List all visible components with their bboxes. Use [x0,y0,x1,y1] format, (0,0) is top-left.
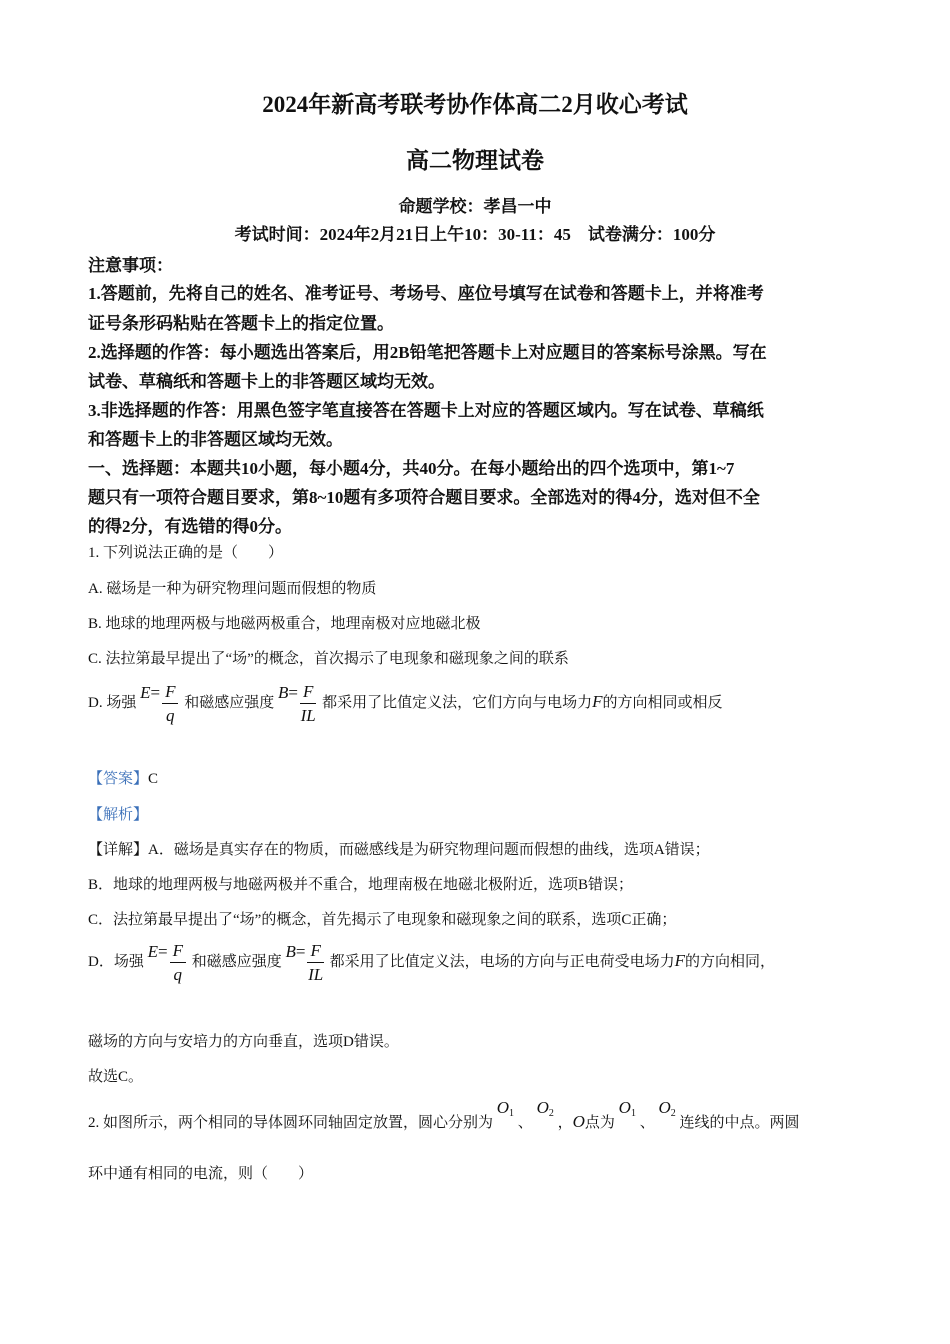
question-1-option-c: C. 法拉第最早提出了“场”的概念，首次揭示了电现象和磁现象之间的联系 [88,651,569,667]
symbol-o2 [537,1098,554,1117]
detail-d-mid: 和磁感应强度 [191,954,282,970]
symbol-e: E [140,683,151,702]
answer-label: 【答案】 [88,771,149,787]
subscript: 1 [630,1108,636,1119]
detail-c: C．法拉第最早提出了“场”的概念，首先揭示了电现象和磁现象之间的联系，选项C正确； [88,912,677,928]
symbol-o: O [658,1098,671,1117]
equals-sign: = [295,942,306,961]
section-instruction: 的得2分，有选错的得0分。 [88,517,292,536]
symbol-o1 [497,1098,514,1117]
answer-value: C [148,771,159,787]
fraction-f-over-q [162,683,178,724]
symbol-e: E [147,942,158,961]
equals-sign: = [157,942,168,961]
fraction-numerator: F [300,683,316,704]
symbol-o: O [572,1112,585,1131]
q2-sep1: 、 [517,1115,533,1131]
symbol-o: O [618,1098,631,1117]
fraction-denominator: IL [308,965,324,985]
section-instruction: 一、选择题：本题共10小题，每小题4分，共40分。在每小题给出的四个选项中，第1~7 [88,459,735,478]
exam-title: 2024年新高考联考协作体高二2月收心考试 [262,92,688,117]
detail-d-suffix: 都采用了比值定义法，电场的方向与正电荷受电场力 [329,954,675,970]
notes-line: 1.答题前，先将自己的姓名、准考证号、考场号、座位号填写在试卷和答题卡上，并将准考 [88,284,764,303]
analysis-label: 【解析】 [88,807,149,823]
detail-d [88,942,775,983]
subscript: 2 [670,1108,676,1119]
notes-line: 证号条形码粘贴在答题卡上的指定位置。 [88,314,394,333]
fraction-denominator: q [173,965,183,985]
detail-b: B．地球的地理两极与地磁两极并不重合，地理南极在地磁北极附近，选项B错误； [88,877,634,893]
option-d-mid: 和磁感应强度 [184,695,275,711]
symbol-o2 [658,1098,675,1117]
symbol-b: B [285,942,296,961]
question-1-option-a: A. 磁场是一种为研究物理问题而假想的物质 [88,581,377,597]
notes-heading: 注意事项： [88,256,173,275]
question-2-line2: 环中通有相同的电流，则（ ） [88,1166,314,1182]
answer-line [88,767,158,788]
detail-d-end: 的方向相同， [685,954,776,970]
question-2-stem [88,1098,800,1132]
fraction-f-over-q [170,942,186,983]
symbol-o: O [536,1098,549,1117]
conclusion: 故选C。 [88,1069,144,1085]
symbol-o: O [496,1098,510,1117]
symbol-o1 [619,1098,636,1117]
fraction-denominator: IL [300,706,316,726]
detail-d-line2: 磁场的方向与安培力的方向垂直，选项D错误。 [88,1034,399,1050]
fraction-f-over-il [300,683,316,724]
notes-line: 和答题卡上的非答题区域均无效。 [88,430,343,449]
question-1-stem: 1. 下列说法正确的是（ ） [88,545,284,561]
school-line: 命题学校：孝昌一中 [398,197,552,216]
symbol-b: B [277,683,289,702]
q2-stem-a: 2. 如图所示，两个相同的导体圆环同轴固定放置，圆心分别为 [88,1115,494,1131]
q2-stem-b: ， [557,1115,573,1131]
q2-sep2: 、 [639,1115,655,1131]
subscript: 2 [548,1108,554,1119]
fraction-numerator: F [170,942,186,963]
exam-subtitle: 高二物理试卷 [406,148,544,173]
q2-stem-c: 点为 [584,1115,615,1131]
exam-info-line: 考试时间：2024年2月21日上午10：30-11：45 试卷满分：100分 [234,225,716,244]
notes-line: 2.选择题的作答：每小题选出答案后，用2B铅笔把答题卡上对应题目的答案标号涂黑。写在 [88,343,767,362]
option-d-suffix: 都采用了比值定义法，它们方向与电场力 [322,695,593,711]
subscript: 1 [509,1108,515,1119]
symbol-f: F [674,951,686,970]
option-d-prefix: D. 场强 [88,695,137,711]
notes-line: 试卷、草稿纸和答题卡上的非答题区域均无效。 [88,372,445,391]
equals-sign: = [288,683,298,702]
equals-sign: = [150,683,161,702]
question-1-option-d [88,683,723,724]
question-1-option-b: B. 地球的地理两极与地磁两极重合，地理南极对应地磁北极 [88,616,481,632]
fraction-numerator: F [307,942,323,963]
symbol-f: F [592,692,603,711]
q2-stem-d: 连线的中点。两圆 [679,1115,800,1131]
fraction-f-over-il [307,942,323,983]
detail-d-prefix: D．场强 [88,954,144,970]
fraction-numerator: F [162,683,178,704]
section-instruction: 题只有一项符合题目要求，第8~10题有多项符合题目要求。全部选对的得4分，选对但不全 [88,488,760,507]
fraction-denominator: q [166,706,175,726]
detail-a: 【详解】A．磁场是真实存在的物质，而磁感线是为研究物理问题而假想的曲线，选项A错误； [88,842,710,858]
option-d-end: 的方向相同或相反 [602,695,723,711]
notes-line: 3.非选择题的作答：用黑色签字笔直接答在答题卡上对应的答题区域内。写在试卷、草稿纸 [88,401,764,420]
